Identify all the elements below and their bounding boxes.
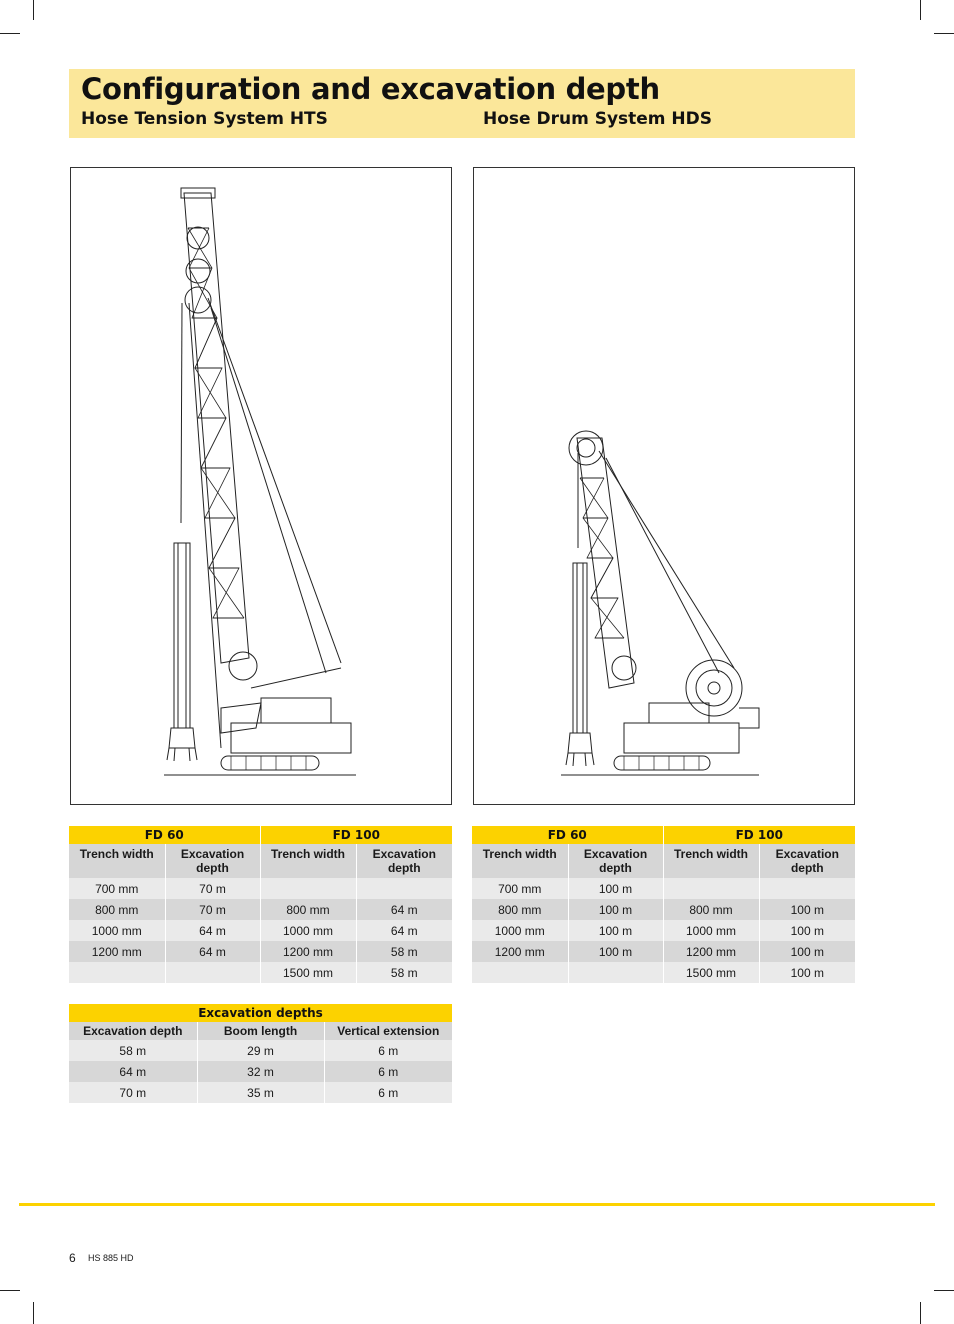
table-cell: 1000 mm [69, 920, 165, 941]
table-cell: 58 m [356, 962, 452, 983]
table-row [69, 920, 452, 941]
table-row [69, 878, 452, 899]
page-title: Configuration and excavation depth [81, 72, 660, 106]
excavation-depths-table [69, 1004, 452, 1103]
table-cell: 29 m [197, 1040, 324, 1061]
column-header: Excavation depth [69, 1022, 197, 1040]
table-row [472, 920, 855, 941]
table-row [472, 962, 855, 983]
column-header: Excavation depth [759, 844, 855, 878]
table-row [69, 962, 452, 983]
column-header: Excavation depth [568, 844, 663, 878]
table-cell: 1000 mm [260, 920, 356, 941]
table-cell [260, 878, 356, 899]
table-cell [759, 878, 855, 899]
table-cell [69, 962, 165, 983]
table-cell: 800 mm [472, 899, 568, 920]
table-cell: 800 mm [260, 899, 356, 920]
table-cell: 1200 mm [260, 941, 356, 962]
table-cell: 70 m [165, 878, 260, 899]
table-cell: 800 mm [663, 899, 759, 920]
table-cell: 35 m [197, 1082, 324, 1103]
group-header-fd100: FD 100 [663, 826, 855, 844]
table-cell: 6 m [324, 1040, 452, 1061]
table-cell: 1500 mm [260, 962, 356, 983]
crop-mark [33, 1302, 34, 1324]
column-header: Trench width [69, 844, 165, 878]
table-cell: 6 m [324, 1082, 452, 1103]
page-header [69, 69, 855, 138]
table-cell: 1000 mm [663, 920, 759, 941]
table-row [69, 1040, 452, 1061]
page-number: 6 [69, 1251, 76, 1265]
crop-mark [920, 0, 921, 20]
table-cell: 100 m [759, 941, 855, 962]
table-cell: 70 m [165, 899, 260, 920]
hds-crane-drawing [473, 167, 855, 805]
table-row [472, 878, 855, 899]
hts-crane-illustration [71, 168, 451, 804]
table-cell [165, 962, 260, 983]
group-header-fd60: FD 60 [69, 826, 260, 844]
table-cell: 6 m [324, 1061, 452, 1082]
hts-spec-table [69, 826, 452, 983]
crop-mark [934, 33, 954, 34]
column-header: Boom length [197, 1022, 324, 1040]
table-row [69, 899, 452, 920]
subtitle-hts: Hose Tension System HTS [81, 109, 328, 129]
table-cell: 700 mm [472, 878, 568, 899]
table-cell: 64 m [356, 899, 452, 920]
table-cell: 800 mm [69, 899, 165, 920]
table-row [69, 1061, 452, 1082]
crop-mark [0, 1290, 20, 1291]
table-cell [472, 962, 568, 983]
table-cell: 100 m [568, 899, 663, 920]
crop-mark [934, 1290, 954, 1291]
column-header: Excavation depth [356, 844, 452, 878]
crop-mark [920, 1302, 921, 1324]
subtitle-hds: Hose Drum System HDS [483, 109, 713, 129]
group-header-fd60: FD 60 [472, 826, 663, 844]
table-title: Excavation depths [69, 1004, 452, 1022]
group-header-fd100: FD 100 [260, 826, 452, 844]
table-row [69, 941, 452, 962]
column-header: Trench width [260, 844, 356, 878]
table-cell [663, 878, 759, 899]
column-header: Trench width [472, 844, 568, 878]
column-header: Excavation depth [165, 844, 260, 878]
table-cell: 70 m [69, 1082, 197, 1103]
table-cell: 64 m [165, 920, 260, 941]
footer-rule [19, 1203, 935, 1206]
table-cell: 100 m [759, 899, 855, 920]
table-cell: 100 m [759, 962, 855, 983]
table-cell: 1500 mm [663, 962, 759, 983]
table-cell: 58 m [356, 941, 452, 962]
hds-spec-table [472, 826, 855, 983]
table-cell: 100 m [568, 920, 663, 941]
table-cell: 58 m [69, 1040, 197, 1061]
column-header: Vertical extension [324, 1022, 452, 1040]
table-row [69, 1082, 452, 1103]
table-cell [356, 878, 452, 899]
crop-mark [33, 0, 34, 20]
table-row [472, 941, 855, 962]
table-cell: 64 m [165, 941, 260, 962]
table-cell [568, 962, 663, 983]
table-cell: 1200 mm [69, 941, 165, 962]
table-cell: 700 mm [69, 878, 165, 899]
hds-crane-illustration [474, 168, 854, 804]
crop-mark [0, 33, 20, 34]
hts-crane-drawing [70, 167, 452, 805]
table-cell: 32 m [197, 1061, 324, 1082]
table-cell: 1200 mm [663, 941, 759, 962]
table-cell: 1200 mm [472, 941, 568, 962]
table-cell: 100 m [568, 878, 663, 899]
table-cell: 100 m [568, 941, 663, 962]
column-header: Trench width [663, 844, 759, 878]
model-name: HS 885 HD [88, 1253, 134, 1263]
table-cell: 1000 mm [472, 920, 568, 941]
table-cell: 100 m [759, 920, 855, 941]
table-cell: 64 m [356, 920, 452, 941]
table-cell: 64 m [69, 1061, 197, 1082]
table-row [472, 899, 855, 920]
